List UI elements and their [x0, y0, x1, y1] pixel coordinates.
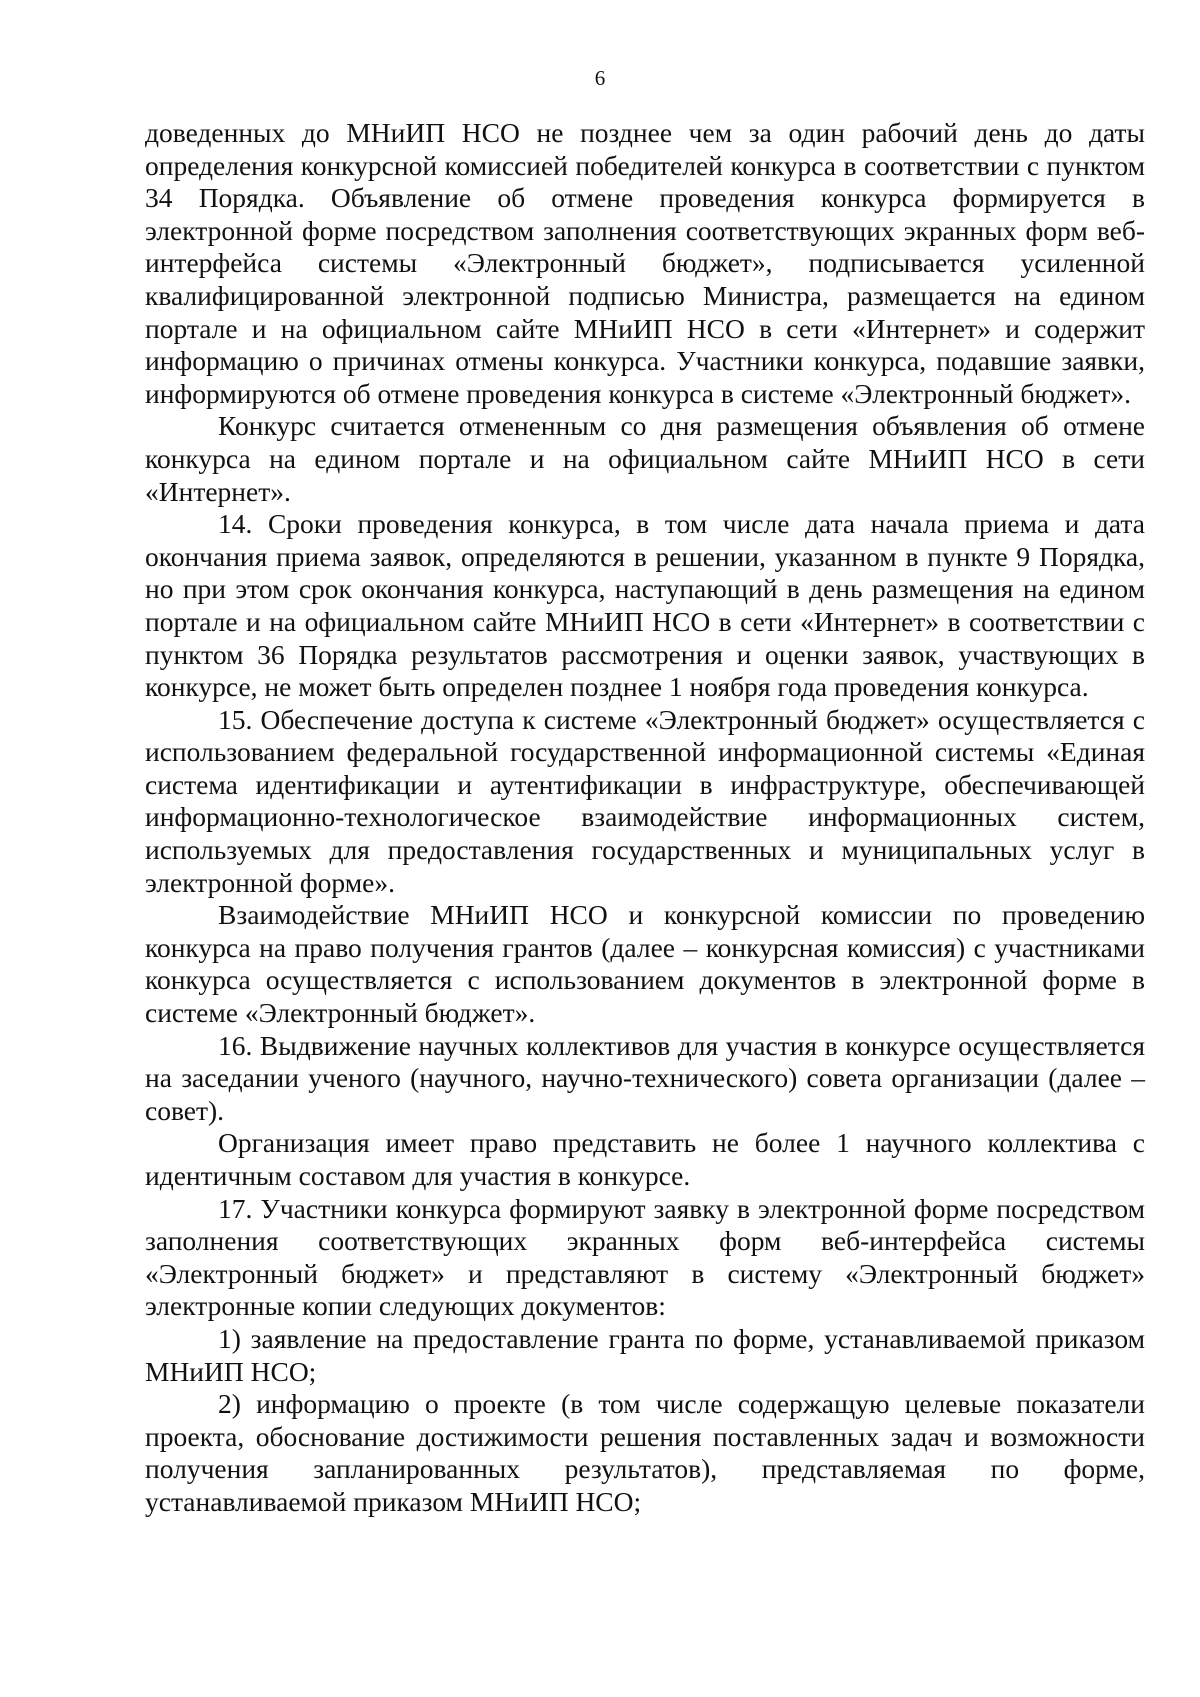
paragraph-subitem-2: 2) информацию о проекте (в том числе содержащую целевые показатели проекта, обоснование достижимости решения поставленных задач и возможности получения запланированных результатов), представляемая по форме, устанавливаемой приказом МНиИП НСО;	[145, 1388, 1145, 1517]
paragraph-contest-cancelled: Конкурс считается отмененным со дня размещения объявления об отмене конкурса на едином портале и на официальном сайте МНиИП НСО в сети «Интернет».	[145, 410, 1145, 507]
paragraph-item-16: 16. Выдвижение научных коллективов для участия в конкурсе осуществляется на заседании ученого (научного, научно-технического) совета организации (далее – совет).	[145, 1029, 1145, 1126]
paragraph-item-14: 14. Сроки проведения конкурса, в том числе дата начала приема и дата окончания приема заявок, определяются в решении, указанном в пункте 9 Порядка, но при этом срок окончания конкурса, наступающий в день размещения на едином портале и на официальном сайте МНиИП НСО в сети «Интернет» в соответствии с пунктом 36 Порядка результатов рассмотрения и оценки заявок, участвующих в конкурсе, не может быть определен позднее 1 ноября года проведения конкурса.	[145, 508, 1145, 703]
page-number: 6	[594, 66, 606, 90]
document-body	[145, 117, 1145, 1519]
paragraph-interaction: Взаимодействие МНиИП НСО и конкурсной комиссии по проведению конкурса на право получения грантов (далее – конкурсная комиссия) с участниками конкурса осуществляется с использованием документов в электронной форме в системе «Электронный бюджет».	[145, 899, 1145, 1029]
paragraph-continued-announcement: доведенных до МНиИП НСО не позднее чем за один рабочий день до даты определения конкурсной комиссией победителей конкурса в соответствии с пунктом 34 Порядка. Объявление об отмене проведения конкурса формируется в электронной форме посредством заполнения соответствующих экранных форм веб-интерфейса системы «Электронный бюджет», подписывается усиленной квалифицированной электронной подписью Министра, размещается на едином портале и на официальном сайте МНиИП НСО в сети «Интернет» и содержит информацию о причинах отмены конкурса. Участники конкурса, подавшие заявки, информируются об отмене проведения конкурса в системе «Электронный бюджет».	[145, 117, 1145, 409]
paragraph-item-15: 15. Обеспечение доступа к системе «Электронный бюджет» осуществляется с использованием федеральной государственной информационной системы «Единая система идентификации и аутентификации в инфраструктуре, обеспечивающей информационно-технологическое взаимодействие информационных систем, используемых для предоставления государственных и муниципальных услуг в электронной форме».	[145, 703, 1145, 898]
paragraph-organization-right: Организация имеет право представить не более 1 научного коллектива с идентичным составом для участия в конкурсе.	[145, 1127, 1145, 1191]
paragraph-item-17: 17. Участники конкурса формируют заявку в электронной форме посредством заполнения соответствующих экранных форм веб-интерфейса системы «Электронный бюджет» и представляют в систему «Электронный бюджет» электронные копии следующих документов:	[145, 1192, 1145, 1322]
paragraph-subitem-1: 1) заявление на предоставление гранта по форме, устанавливаемой приказом МНиИП НСО;	[145, 1322, 1145, 1387]
